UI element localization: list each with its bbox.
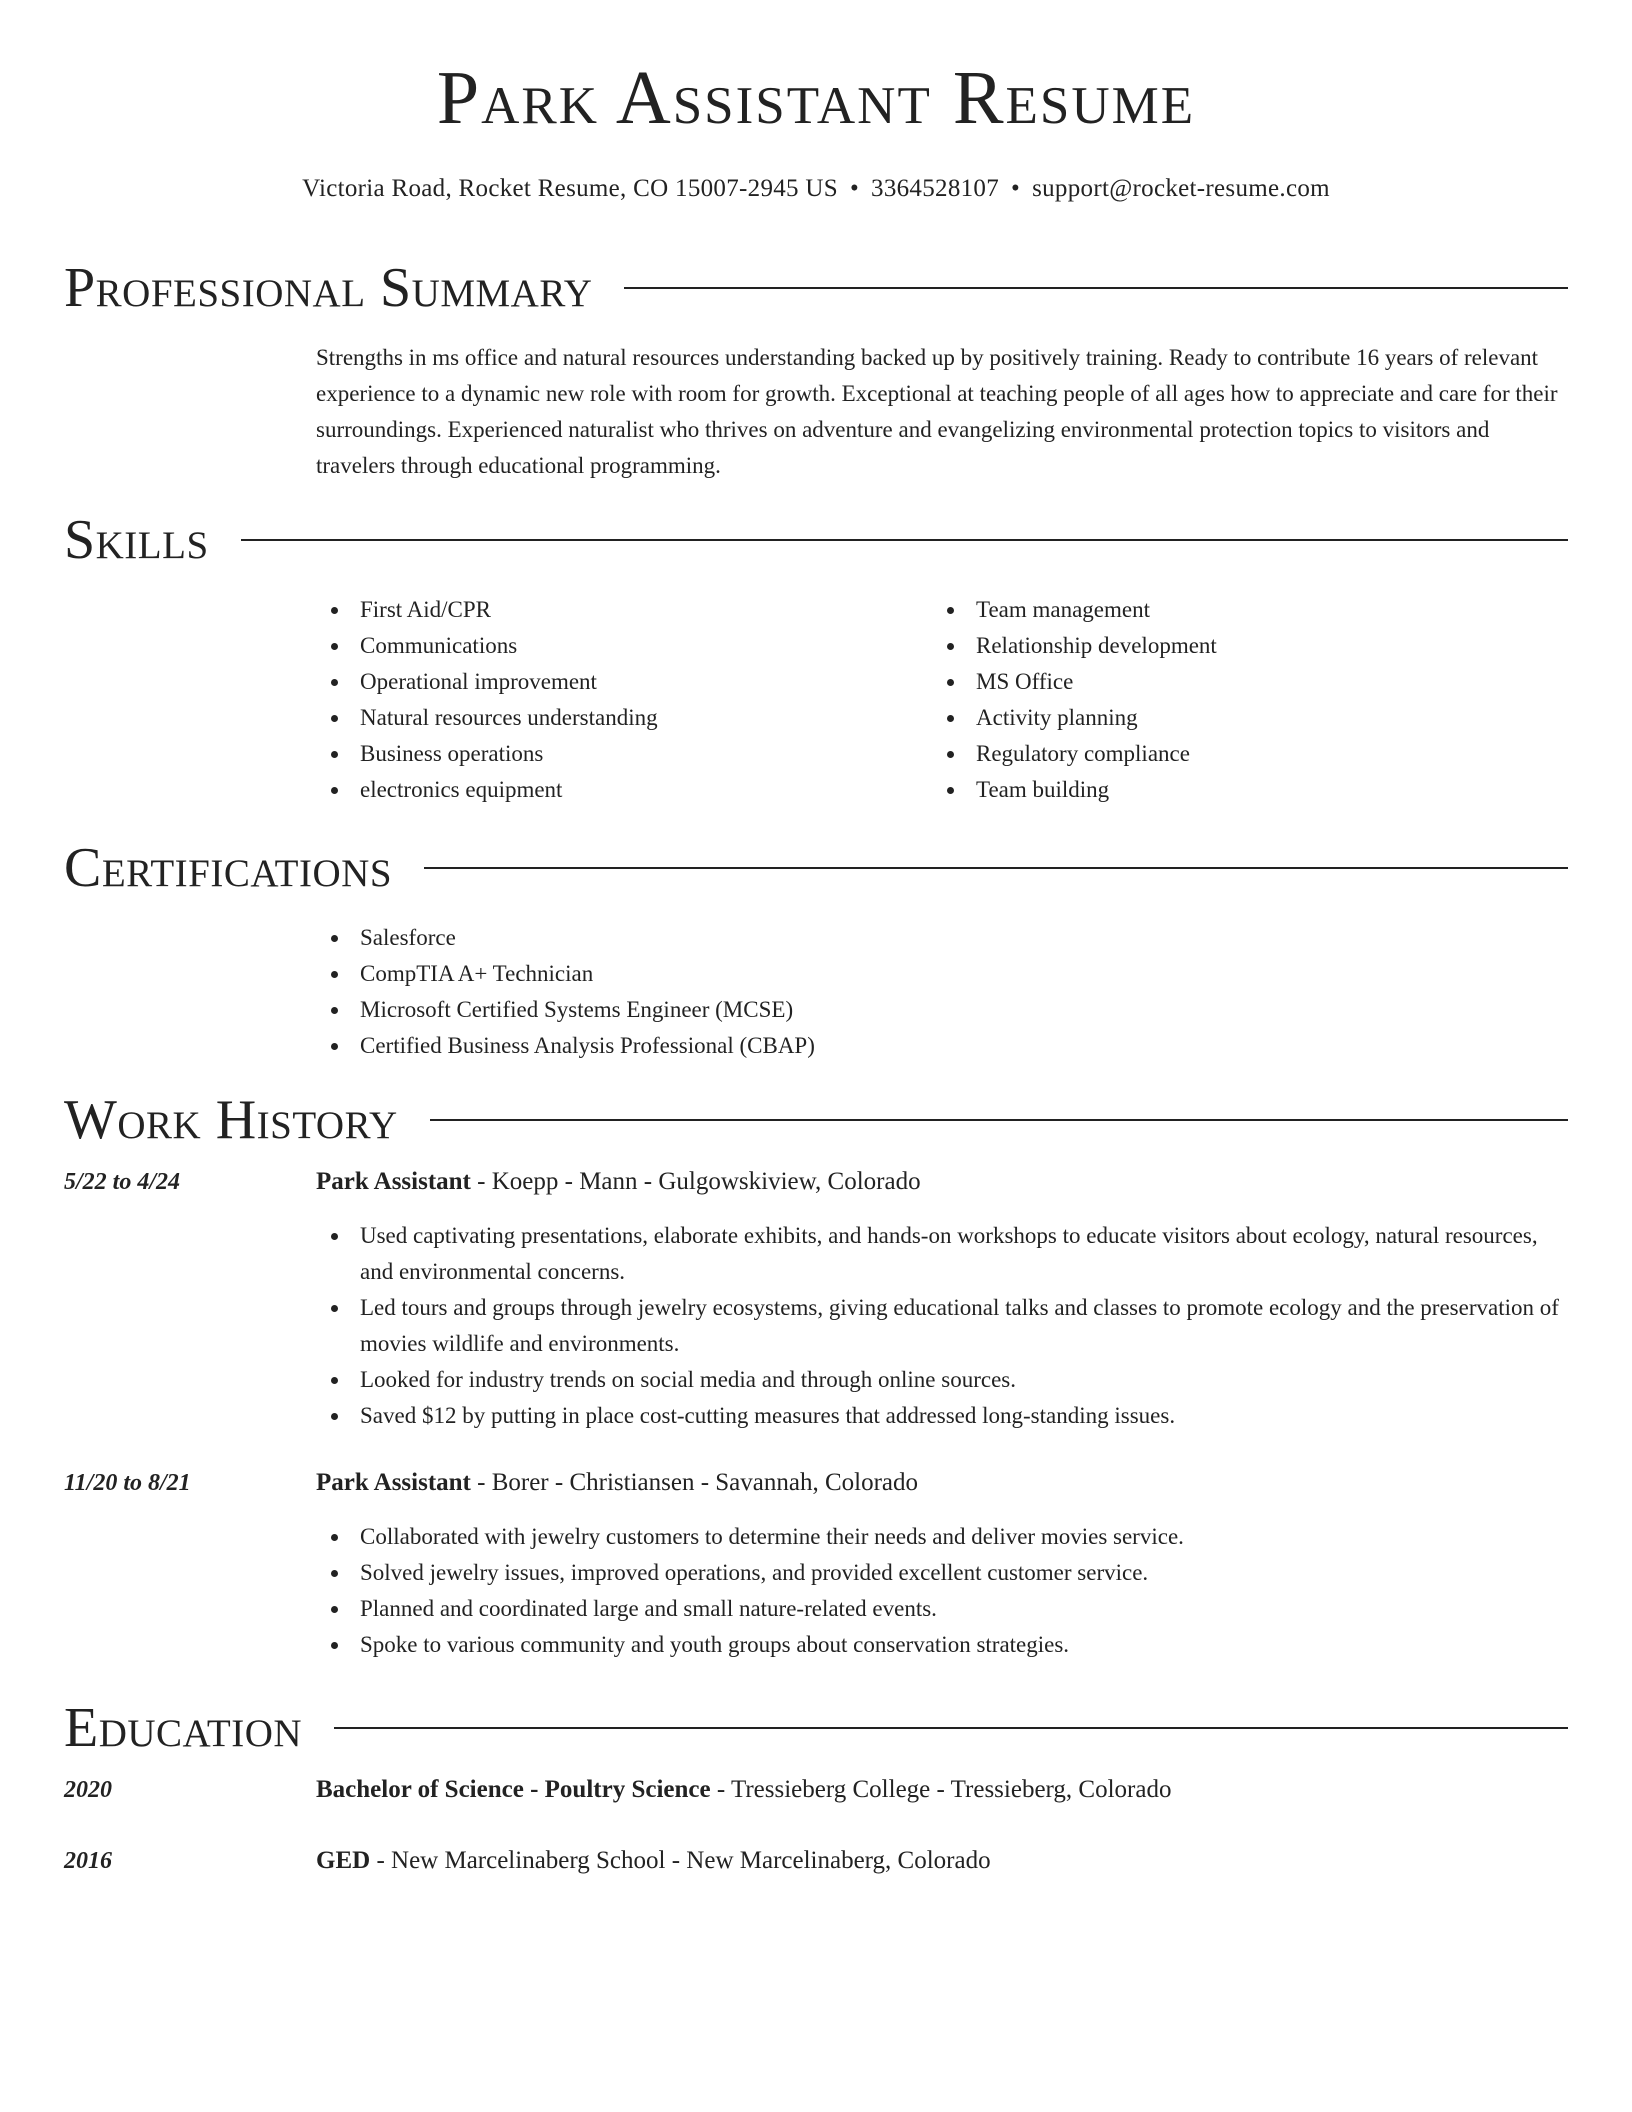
- skill-item: electronics equipment: [316, 772, 876, 808]
- education-heading: [316, 1772, 1568, 1808]
- certification-item: Microsoft Certified Systems Engineer (MCSE): [316, 992, 1568, 1028]
- skill-item: First Aid/CPR: [316, 592, 876, 628]
- job-dates: 5/22 to 4/24: [64, 1169, 181, 1195]
- certification-item: Certified Business Analysis Professional (CBAP): [316, 1028, 1568, 1064]
- education-section-title: Education: [64, 1697, 303, 1759]
- certification-item: CompTIA A+ Technician: [316, 956, 1568, 992]
- education-year: 2020: [64, 1777, 112, 1803]
- skill-item: Business operations: [316, 736, 876, 772]
- job-employer: - Borer - Christiansen - Savannah, Colorado: [470, 1469, 919, 1496]
- contact-separator: •: [1011, 175, 1021, 202]
- skill-item: Natural resources understanding: [316, 700, 876, 736]
- skills-right-column: [932, 592, 1492, 808]
- summary-section-title: Professional Summary: [64, 257, 593, 319]
- certifications-section-title: Certifications: [64, 837, 393, 899]
- contact-line: [0, 176, 1632, 201]
- job-bullet: Used captivating presentations, elaborate exhibits, and hands-on workshops to educate visitors about ecology, natural resources, and environmental concerns.: [316, 1218, 1568, 1290]
- summary-section-header: [64, 257, 1568, 319]
- skill-item: Regulatory compliance: [932, 736, 1492, 772]
- education-school: - Tressieberg College - Tressieberg, Colorado: [710, 1776, 1172, 1803]
- job-bullet: Led tours and groups through jewelry ecosystems, giving educational talks and classes to promote ecology and the preservation of movies wildlife and environments.: [316, 1290, 1568, 1362]
- education-degree: Bachelor of Science - Poultry Science: [316, 1776, 711, 1803]
- job-bullet: Looked for industry trends on social media and through online sources.: [316, 1362, 1568, 1398]
- job-bullet: Spoke to various community and youth groups about conservation strategies.: [316, 1627, 1568, 1663]
- section-divider: [241, 539, 1568, 541]
- certifications-section-header: [64, 837, 1568, 899]
- contact-email: support@rocket-resume.com: [1032, 175, 1330, 202]
- job-position: Park Assistant: [316, 1469, 471, 1496]
- job-dates: 11/20 to 8/21: [64, 1470, 191, 1496]
- job-employer: - Koepp - Mann - Gulgowskiview, Colorado: [470, 1168, 921, 1195]
- education-school: - New Marcelinaberg School - New Marcelinaberg, Colorado: [370, 1847, 991, 1874]
- job-position: Park Assistant: [316, 1168, 471, 1195]
- skill-item: Team management: [932, 592, 1492, 628]
- education-year: 2016: [64, 1848, 112, 1874]
- section-divider: [334, 1727, 1568, 1729]
- work-history-section-title: Work History: [64, 1089, 398, 1151]
- skills-section-header: [64, 509, 1568, 571]
- certifications-list: [316, 920, 1568, 1064]
- job-heading: [316, 1465, 1568, 1501]
- job-bullet: Saved $12 by putting in place cost-cutting measures that addressed long-standing issues.: [316, 1398, 1568, 1434]
- contact-separator: •: [849, 175, 860, 202]
- contact-address: Victoria Road, Rocket Resume, CO 15007-2945 US: [302, 175, 838, 202]
- education-section-header: [64, 1697, 1568, 1759]
- job-heading: [316, 1164, 1568, 1200]
- certification-item: Salesforce: [316, 920, 1568, 956]
- contact-phone: 3364528107: [871, 175, 1000, 202]
- skill-item: Team building: [932, 772, 1492, 808]
- skills-left-column: [316, 592, 876, 808]
- skill-item: MS Office: [932, 664, 1492, 700]
- section-divider: [424, 867, 1568, 869]
- summary-text: Strengths in ms office and natural resources understanding backed up by positively training. Ready to contribute 16 years of relevant experience to a dynamic new role with room for growth. Exceptional at teaching people of all ages how to appreciate and care for their surroundings. Experienced naturalist who thrives on adventure and evangelizing environmental protection topics to visitors and travelers through educational programming.: [316, 345, 1558, 478]
- resume-title: Park Assistant Resume: [436, 56, 1196, 140]
- education-degree: GED: [316, 1847, 371, 1874]
- section-divider: [430, 1119, 1568, 1121]
- skill-item: Activity planning: [932, 700, 1492, 736]
- job-bullet: Solved jewelry issues, improved operations, and provided excellent customer service.: [316, 1555, 1568, 1591]
- section-divider: [624, 287, 1568, 289]
- job-bullets: [316, 1218, 1568, 1434]
- job-bullet: Planned and coordinated large and small nature-related events.: [316, 1591, 1568, 1627]
- job-bullet: Collaborated with jewelry customers to determine their needs and deliver movies service.: [316, 1519, 1568, 1555]
- job-bullets: [316, 1519, 1568, 1663]
- work-history-section-header: [64, 1089, 1568, 1151]
- skill-item: Communications: [316, 628, 876, 664]
- education-heading: [316, 1843, 1568, 1879]
- skill-item: Operational improvement: [316, 664, 876, 700]
- skill-item: Relationship development: [932, 628, 1492, 664]
- skills-section-title: Skills: [64, 509, 209, 571]
